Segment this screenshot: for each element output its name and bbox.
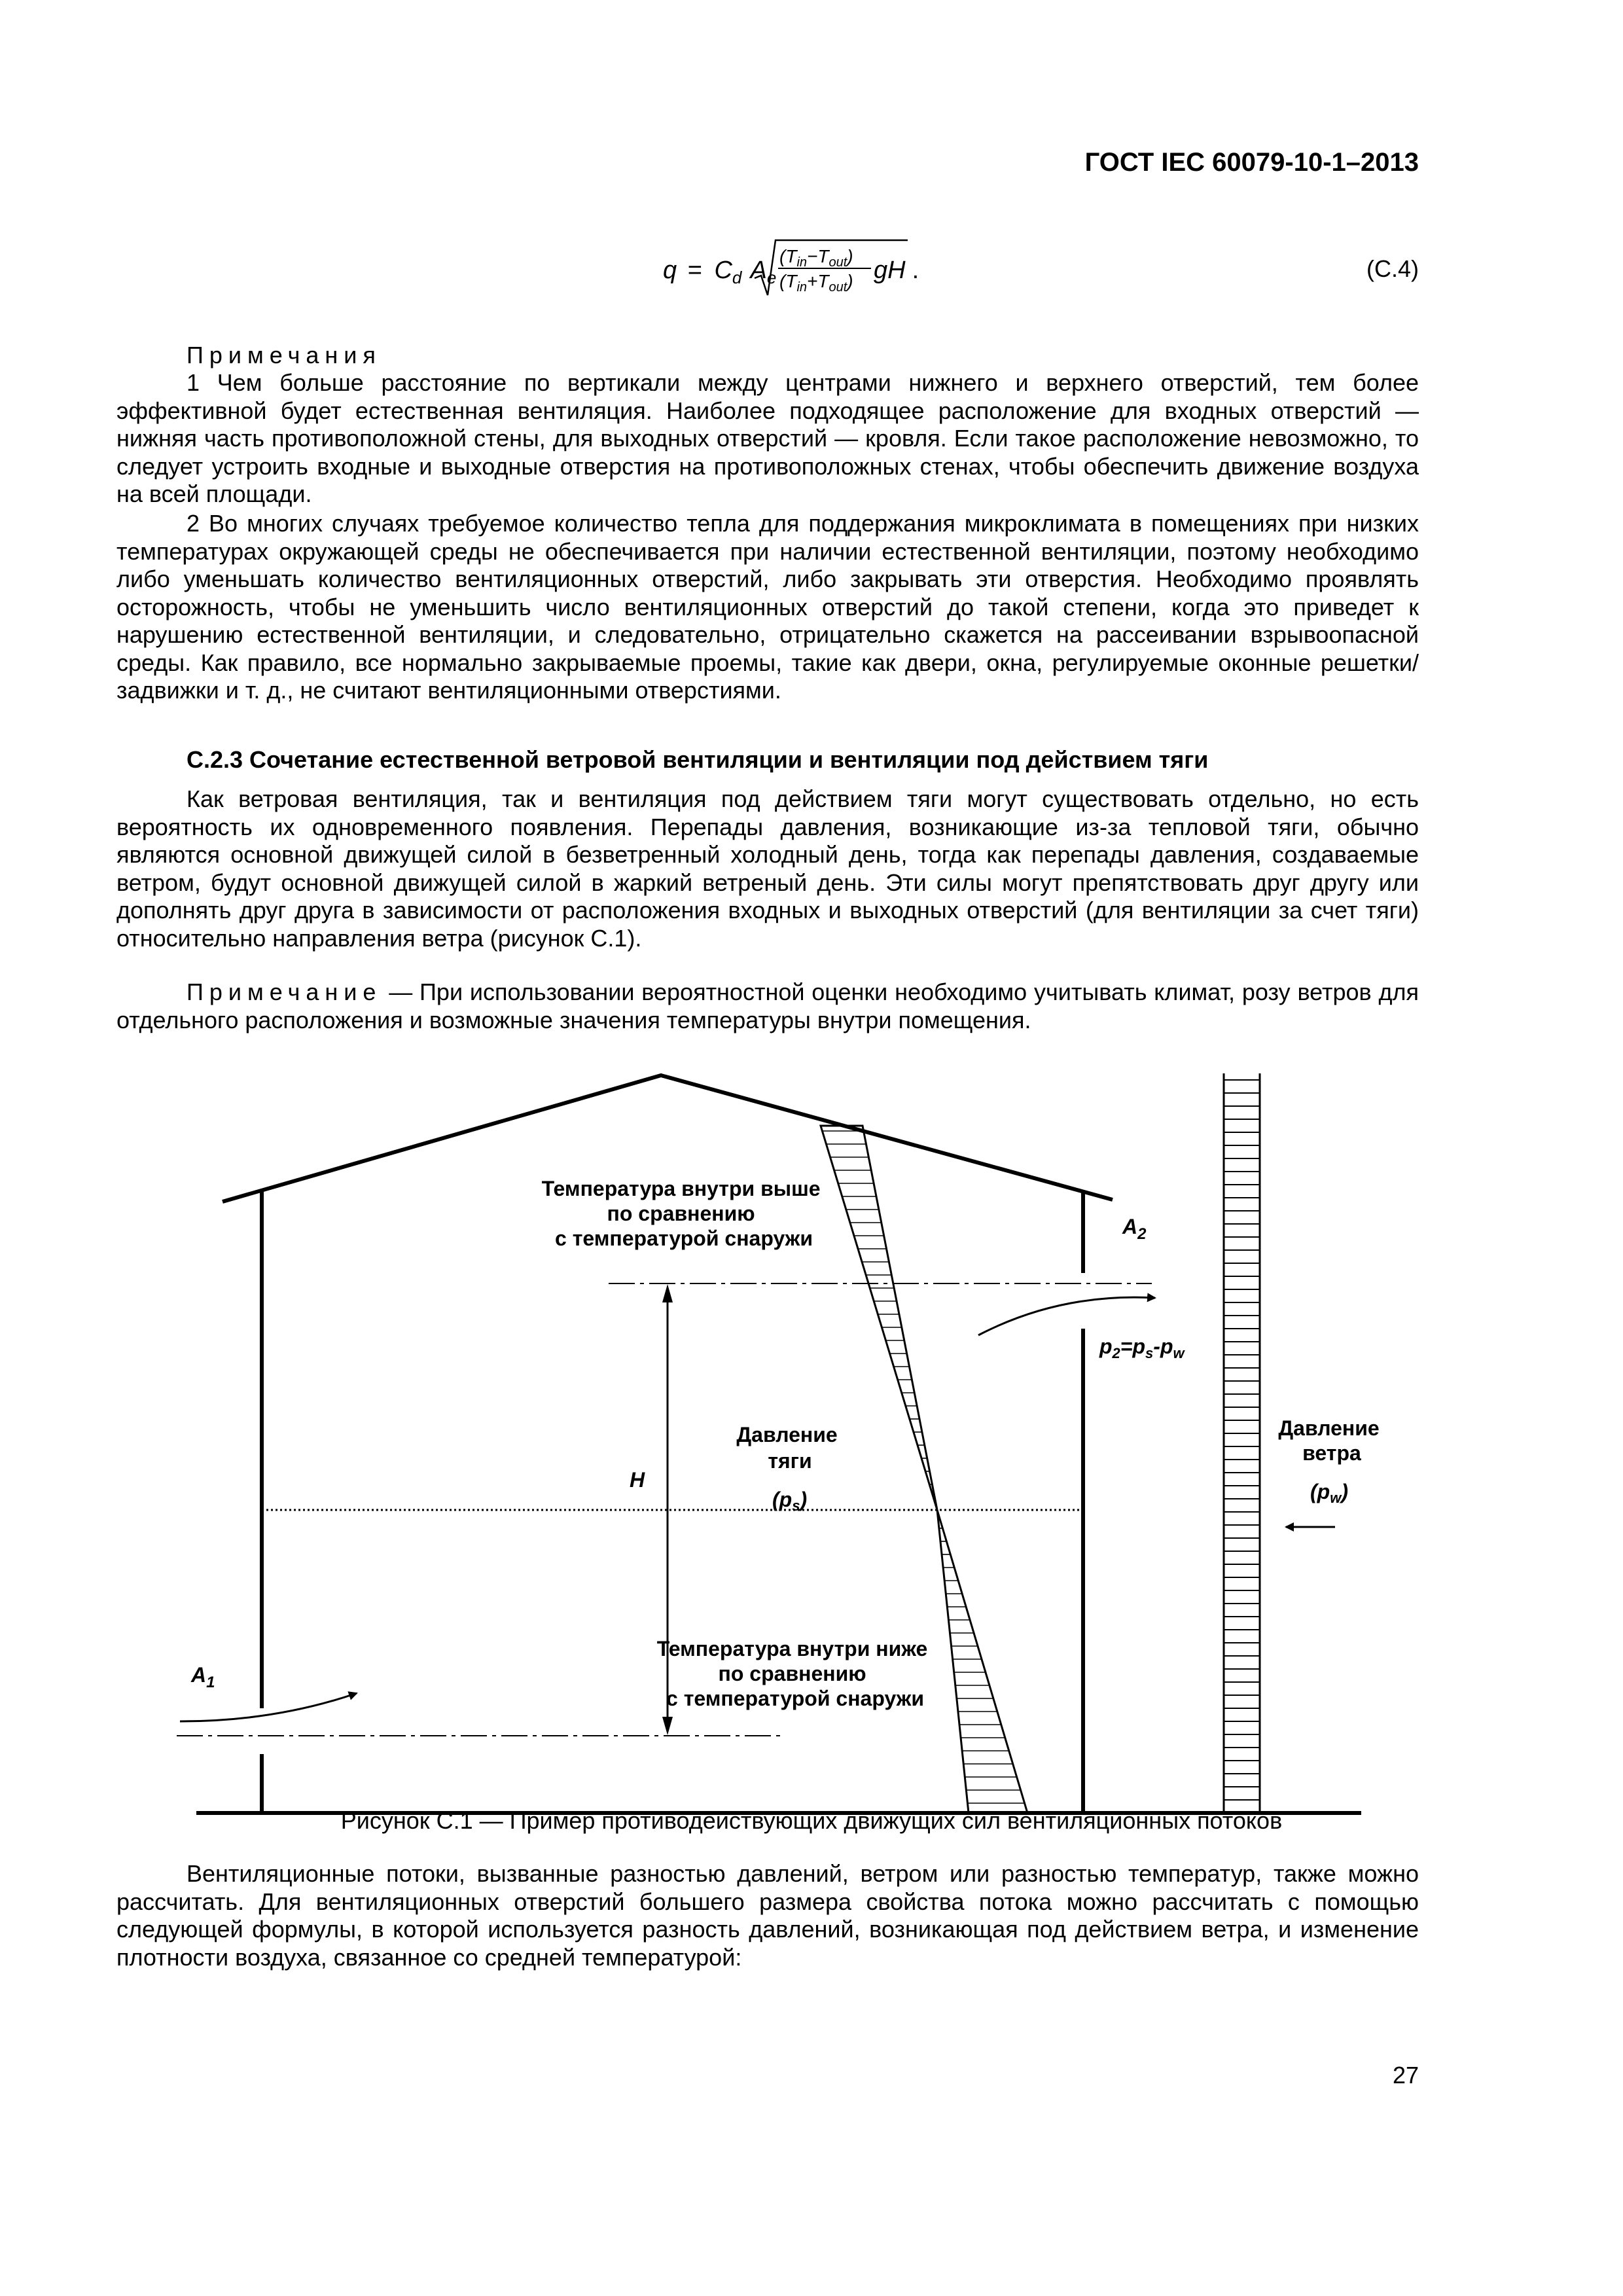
section-paragraph: Как ветровая вентиляция, так и вентиляция под действием тяги могут существовать отдельно, но есть вероятность их одновременного появления. Перепады давления, возникающие из-за тепловой тяги, обычно являются основной движущей силой в безветренный холодный день, тогда как перепады давления, создаваемые ветром, будут основной движущей силой в жаркий ветреный день. Эти силы могут препятствовать друг другу или дополнять друг друга в зависимости от расположения входных и выходных отверстий (для вентиляции за счет тяги) относительно направления ветра (рисунок С.1). [116,785,1419,952]
label-temp-lower: Температура внутри ниже по сравнению с температурой снаружи [656,1637,928,1710]
document-header: ГОСТ IEC 60079-10-1–2013 [1084,148,1419,177]
formula-ae: A [750,257,767,284]
page-number: 27 [1392,2062,1419,2089]
label-wind-symbol: (pw) [1310,1480,1348,1506]
fraction-numerator: $(T_{in}-T_{out})$ [779,246,853,270]
inflow-arrow [180,1693,357,1721]
svg-text:gH.: gH . [874,257,919,284]
section-note [116,978,1419,1034]
label-temp-higher: Температура внутри выше по сравнению с температурой снаружи [541,1177,821,1250]
wind-ladder [1224,1073,1260,1813]
outflow-arrow [978,1297,1155,1335]
formula-lhs: q [663,257,677,284]
formula-ae-sub: e [766,268,777,287]
figure-c1 [0,1041,1623,1826]
section-title: С.2.3 Сочетание естественной ветровой вентиляции и вентиляции под действием тяги [187,746,1209,773]
formula-label: (С.4) [1366,255,1419,282]
formula-cd: C [714,257,732,284]
label-p2: $p_2=p_s-p_w$ [1099,1335,1185,1361]
notes-title: Примечания [187,342,382,368]
closing-paragraph: Вентиляционные потоки, вызванные разностью давлений, ветром или разностью температур, также можно рассчитать. Для вентиляционных отверстий большего размера свойства потока можно рассчитать с помощью следующей формулы, в которой используется разность давлений, возникающая под действием ветра, и изменение плотности воздуха, связанное со средней температурой: [116,1860,1419,1971]
svg-text:q = Cd Ae [663,257,776,289]
note-label: Примечание [187,978,382,1005]
formula-eq: = [687,257,702,284]
figure-caption: Рисунок С.1 — Пример противодействующих движущих сил вентиляционных потоков [340,1807,1283,1834]
note-1: 1 Чем больше расстояние по вертикали между центрами нижнего и верхнего отверстий, тем более эффективной будет естественная вентиляция. Наиболее подходящее расположение для входных отверстий — нижняя часть противоположной стены, для выходных отверстий — кровля. Если такое расположение невозможно, то следует устроить входные и выходные отверстия на противоположных стенах, чтобы обеспечить движение воздуха на всей площади. [116,369,1419,507]
h-arrow-top [662,1284,673,1302]
label-draft-symbol: (ps) [772,1488,808,1514]
h-arrow-bottom [662,1717,673,1735]
formula-tail: gH [874,257,906,284]
formula-c4 [658,232,933,304]
label-wind-pressure: Давление ветра [1278,1416,1380,1465]
fraction-denominator: $(T_{in}+T_{out})$ [779,271,853,295]
label-h: H [630,1468,645,1492]
formula-cd-sub: d [732,268,742,287]
label-a1: $A_1$ [191,1663,215,1691]
note-text: — При использовании вероятностной оценки необходимо учитывать климат, розу ветров для отдельного расположения и возможные значения температуры внутри помещения. [116,978,1419,1033]
label-draft-pressure: Давление тяги [736,1423,838,1473]
label-a2: $A_2$ [1122,1215,1147,1243]
note-2: 2 Во многих случаях требуемое количество тепла для поддержания микроклимата в помещениях при низких температурах окружающей среды не обеспечивается при наличии естественной вентиляции, поэтому необходимо либо уменьшать количество вентиляционных отверстий, либо закрывать эти отверстия. Необходимо проявлять осторожность, чтобы не уменьшить число вентиляционных отверстий до такой степени, когда это приведет к нарушению естественной вентиляции, и следовательно, отрицательно скажется на рассеивании взрывоопасной среды. Как правило, все нормально закрываемые проемы, такие как двери, окна, регулируемые оконные решетки/задвижки и т. д., не считают вентиляционными отверстиями. [116,510,1419,704]
